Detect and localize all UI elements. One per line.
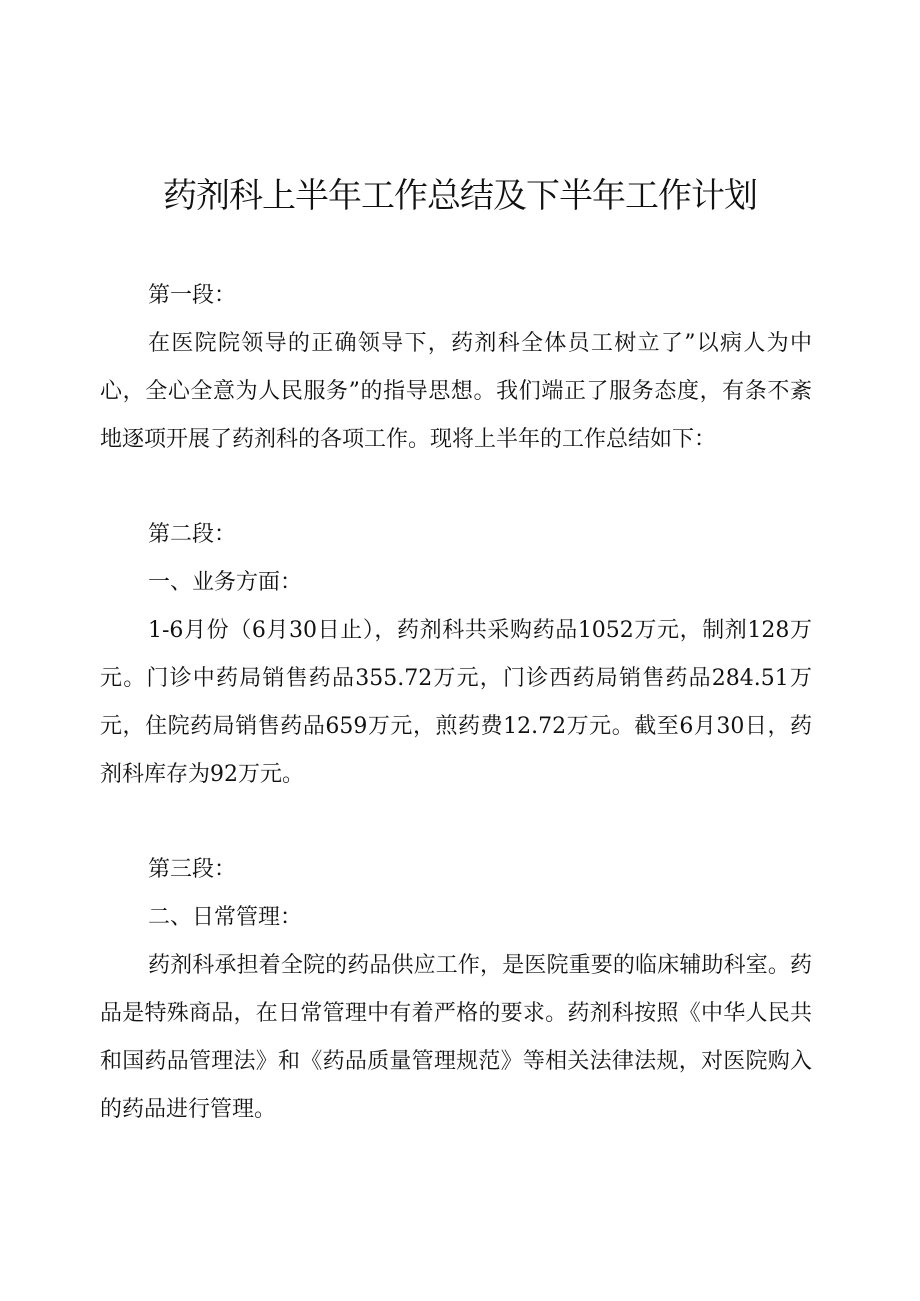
section-3 [100,846,812,1134]
section-1 [100,272,812,464]
section-heading: 二、日常管理： [148,905,303,930]
document-title: 药剂科上半年工作总结及下半年工作计划 [163,176,757,216]
section-heading: 一、业务方面： [148,570,303,595]
section-body: 药剂科承担着全院的药品供应工作，是医院重要的临床辅助科室。药品是特殊商品，在日常管理中有着严格的要求。药剂科按照《中华人民共和国药品管理法》和《药品质量管理规范》等相关法律法规，对医院购入的药品进行管理。 [100,953,812,1122]
section-2 [100,511,812,799]
section-label: 第二段： [148,522,237,547]
section-body: 在医院院领导的正确领导下，药剂科全体员工树立了”以病人为中心，全心全意为人民服务”的指导思想。我们端正了服务态度，有条不紊地逐项开展了药剂科的各项工作。现将上半年的工作总结如下： [100,331,812,452]
section-label: 第三段： [148,857,237,882]
section-label: 第一段： [148,283,237,308]
section-body: 1-6月份（6月30日止），药剂科共采购药品1052万元，制剂128万元。门诊中药局销售药品355.72万元，门诊西药局销售药品284.51万元，住院药局销售药品659万元，煎药费12.72万元。截至6月30日，药剂科库存为92万元。 [100,618,812,787]
